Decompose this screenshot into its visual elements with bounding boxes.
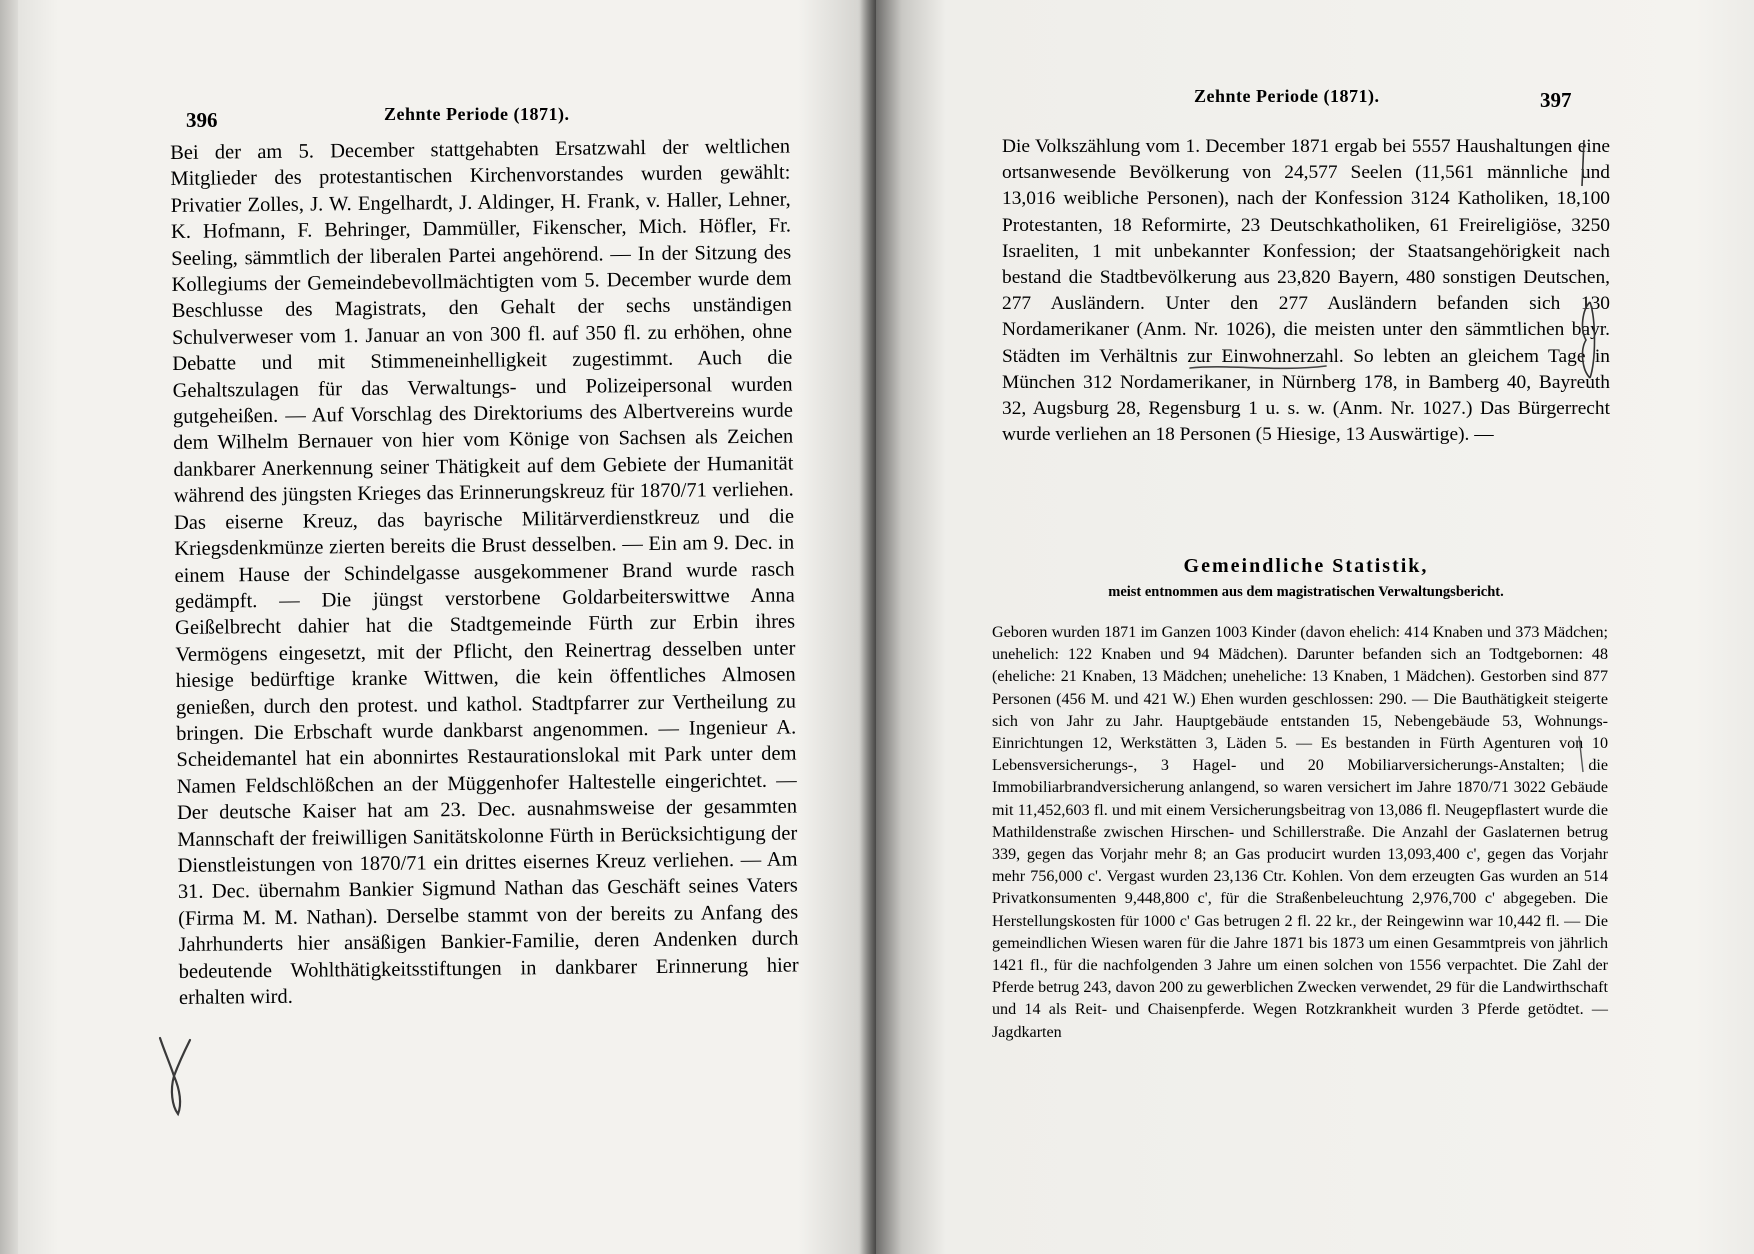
margin-bracket-icon: [1576, 300, 1600, 380]
margin-line-icon: [1578, 138, 1590, 188]
pencil-underline-icon: [1188, 362, 1328, 374]
page-edge: [0, 0, 18, 1254]
left-running-head: Zehnte Periode (1871).: [384, 104, 570, 124]
statistics-paragraph: Geboren wurden 1871 im Ganzen 1003 Kinder (davon ehelich: 414 Knaben und 373 Mädchen; unehelich: 122 Knaben und 94 Mädchen). Darunter befanden sich an Todtgebornen: 48 (eheliche: 21 Knaben, 13 Mädchen; uneheliche: 13 Knaben, 1 Mädchen). Gestorben sind 877 Personen (456 M. und 421 W.) Ehen wurden geschlossen: 290. — Die Bauthätigkeit steigerte sich von Jahr zu Jahr. Hauptgebäude entstanden 15, Nebengebäude 53, Wohnungs-Einrichtungen 12, Werkstätten 3, Läden 5. — Es bestanden in Fürth Agenturen von 10 Lebensversicherungs-, 3 Hagel- und 20 Mobiliarversicherungs-Anstalten; die Immobiliarbrandversicherung anlangend, so waren versichert im Jahre 1870/71 3022 Gebäude mit 11,452,603 fl. und mit einem Versicherungsbeitrag von 13,086 fl. Neugepflastert wurde die Mathildenstraße zwischen Hirschen- und Schillerstraße. Die Anzahl der Gaslaternen betrug 339, gegen das Vorjahr mehr 8; an Gas producirt wurden 13,093,400 c', gegen das Vorjahr mehr 756,000 c'. Vergast wurden 23,136 Ctr. Kohlen. Von dem erzeugten Gas wurden an 514 Privatkonsumenten 9,448,800 c', für die Straßenbeleuchtung 2,976,700 c' abgegeben. Die Herstellungskosten für 1000 c' Gas betrugen 2 fl. 22 kr., der Reingewinn war 10,442 fl. — Die gemeindlichen Wiesen waren für die Jahre 1871 bis 1873 um einen Gesammtpreis von jährlich 1421 fl., für die nachfolgenden 3 Jahre um einen solchen von 1556 verpachtet. Die Zahl der Pferde betrug 243, davon 200 zu gewerblichen Zwecken verwendet, 29 für die Landwirthschaft und 14 als Reit- und Chaisenpferde. Wegen Rotzkrankheit wurden 3 Pferde getödtet. — Jagdkarten: [992, 624, 1608, 1041]
right-running-head: Zehnte Periode (1871).: [1194, 86, 1380, 106]
margin-tick-icon: [1575, 734, 1587, 774]
pencil-annotation-icon: [150, 1030, 200, 1120]
section-title: Gemeindliche Statistik,: [1183, 555, 1429, 577]
left-page-body-text: Bei der am 5. December stattgehabten Ersatzwahl der weltlichen Mitglieder des protestantischen Kirchenvorstandes wurden gewählt: Privatier Zolles, J. W. Engelhardt, J. Aldinger, H. Frank, v. Haller, Lehner, K. Hofmann, F. Behringer, Dammüller, Fikenscher, Mich. Höfler, Fr. Seeling, sämmtlich der liberalen Partei angehörend. — In der Sitzung des Kollegiums der Gemeindebevollmächtigten vom 5. December wurde dem Beschlusse des Magistrats, den Gehalt der sechs unständigen Schulverweser vom 1. Januar an von 300 fl. auf 350 fl. zu erhöhen, ohne Debatte und mit Stimmeneinhelligkeit zugestimmt. Auch die Gehaltszulagen für das Verwaltungs- und Polizeipersonal wurden gutgeheißen. — Auf Vorschlag des Direktoriums des Albertvereins wurde dem Wilhelm Bernauer von hier vom Könige von Sachsen als Zeichen dankbarer Anerkennung seiner Thätigkeit auf dem Gebiete der Humanität während des jüngsten Krieges das Erinnerungskreuz für 1870/71 verliehen. Das eiserne Kreuz, das bayrische Militärverdienstkreuz und die Kriegsdenkmünze zierten bereits die Brust desselben. — Ein am 9. Dec. in einem Hause der Schindelgasse ausgekommener Brand wurde rasch gedämpft. — Die jüngst verstorbene Goldarbeiterswittwe Anna Geißelbrecht dahier hat die Stadtgemeinde Fürth zur Erbin ihres Vermögens eingesetzt, mit der Pflicht, den Reinertrag desselben unter hiesige bedürftige kranke Wittwen, die kein öffentliches Almosen genießen, durch den protest. und kathol. Stadtpfarrer zur Vertheilung zu bringen. Die Erbschaft wurde dankbarst angenommen. — Ingenieur A. Scheidemantel hat ein abonnirtes Restaurationslokal mit Park unter dem Namen Feldschlößchen an der Müggenhofer Haltestelle eingerichtet. — Der deutsche Kaiser hat am 23. Dec. ausnahmsweise der gesammten Mannschaft der freiwilligen Sanitätskolonne Fürth in Berücksichtigung der Dienstleistungen von 1870/71 ein drittes eisernes Kreuz verliehen. — Am 31. Dec. übernahm Bankier Sigmund Nathan das Geschäft seines Vaters (Firma M. M. Nathan). Derselbe stammt von der bereits zu Anfang des Jahrhunderts hier ansäßigen Bankier-Familie, deren Andenken durch bedeutende Wohlthätigkeitsstiftungen in dankbarer Erinnerung hier erhalten wird.: [170, 135, 799, 1009]
right-page-number: 397: [1540, 88, 1572, 112]
left-page-number: 396: [186, 108, 218, 132]
census-paragraph: Die Volkszählung vom 1. December 1871 ergab bei 5557 Haushaltungen eine ortsanwesende Bevölkerung von 24,577 Seelen (11,561 männliche und 13,016 weibliche Personen), nach der Konfession 3124 Katholiken, 18,100 Protestanten, 18 Reformirte, 23 Deutschkatholiken, 61 Freireligiöse, 3250 Israeliten, 1 mit unbekannter Konfession; der Staatsangehörigkeit nach bestand die Stadtbevölkerung aus 23,820 Bayern, 480 sonstigen Deutschen, 277 Ausländern. Unter den 277 Ausländern befanden sich 130 Nordamerikaner (Anm. Nr. 1026), die meisten unter den sämmtlichen bayr. Städten im Verhältnis zur Einwohnerzahl. So lebten an gleichem Tage in München 312 Nordamerikaner, in Nürnberg 178, in Bamberg 40, Bayreuth 32, Augsburg 28, Regensburg 1 u. s. w. (Anm. Nr. 1027.) Das Bürgerrecht wurde verliehen an 18 Personen (5 Hiesige, 13 Auswärtige). —: [1002, 136, 1610, 446]
section-subtitle: meist entnommen aus dem magistratischen Verwaltungsbericht.: [1108, 584, 1504, 600]
